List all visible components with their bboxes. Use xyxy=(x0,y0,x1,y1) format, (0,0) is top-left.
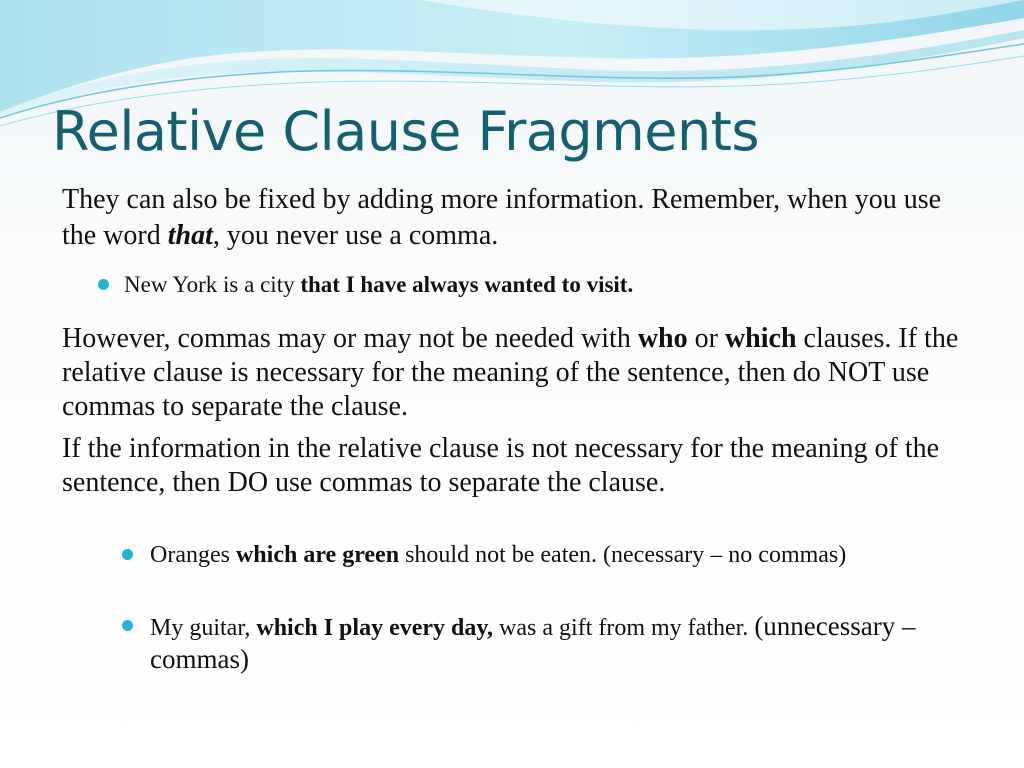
bullet2-plain-text-2: should not be eaten. (necessary – no commas) xyxy=(399,542,847,568)
list-item xyxy=(120,540,940,571)
bullet3-plain-text-2: was a gift from my father. xyxy=(493,615,755,641)
bullet3-plain-text-1: My guitar, xyxy=(150,615,257,641)
commas-paragraph xyxy=(62,322,962,424)
commas-text-part1: However, commas may or may not be needed with xyxy=(62,323,638,354)
intro-text-part1: They can also be fixed by adding more information. Remember, when you use the word xyxy=(62,184,942,251)
keyword-which: which xyxy=(724,323,797,354)
bullet2-bold-text: which are green xyxy=(235,542,400,568)
list-item xyxy=(120,611,940,677)
keyword-who: who xyxy=(637,323,688,354)
list-item xyxy=(96,270,976,300)
bullet2-plain-text-1: Oranges xyxy=(150,542,236,568)
bullet3-bold-text: which I play every day, xyxy=(256,615,494,641)
round-bullet-icon xyxy=(98,279,109,290)
slide-title: Relative Clause Fragments xyxy=(52,100,760,163)
bullet3-note: (unnecessary – commas) xyxy=(150,611,916,674)
example-bullet-guitar xyxy=(120,611,940,677)
round-bullet-icon xyxy=(122,549,133,560)
intro-emphasis-that: that xyxy=(167,220,213,251)
bullet1-plain-text: New York is a city xyxy=(124,272,301,297)
intro-text-part2: , you never use a comma. xyxy=(212,220,499,251)
unnecessary-info-paragraph: If the information in the relative clause is not necessary for the meaning of the sentence, then DO use commas to separate the clause. xyxy=(62,433,940,498)
intro-paragraph xyxy=(62,182,962,254)
example-bullet-oranges xyxy=(120,540,940,571)
round-bullet-icon xyxy=(122,620,133,631)
example-bullet-that xyxy=(96,270,976,300)
commas-text-part3: clauses. If the relative clause is necessary for the meaning of the sentence, then do NOT use commas to separate the clause. xyxy=(62,323,959,422)
bullet1-bold-text: that I have always wanted to visit. xyxy=(300,272,634,297)
commas-text-part2: or xyxy=(687,323,725,354)
